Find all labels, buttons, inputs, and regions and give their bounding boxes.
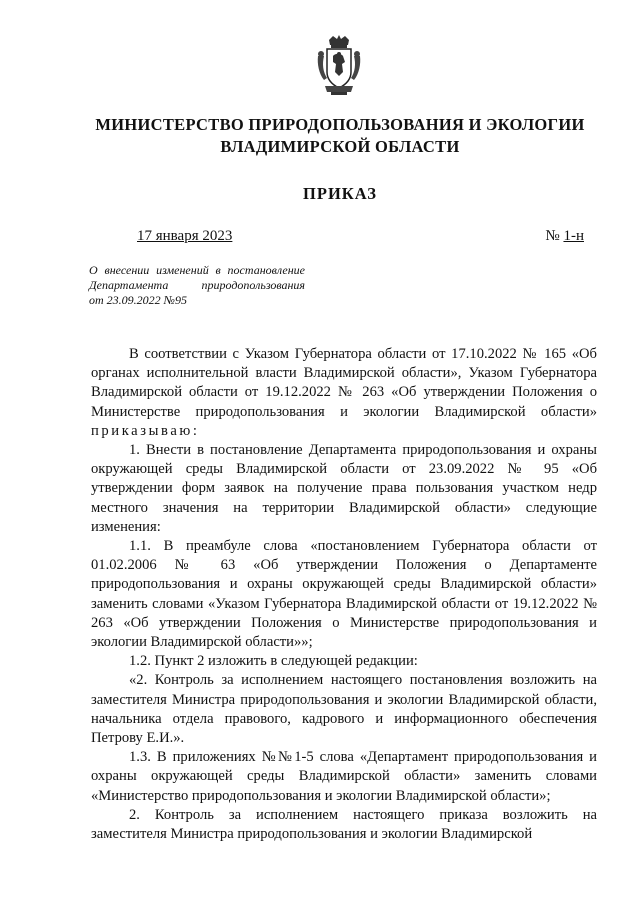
document-number-value: 1-н [563,228,584,244]
clause-1-3: 1.3. В приложениях №№1-5 слова «Департамент природопользования и охраны окружающей среды Владимирской области» заменить словами «Министерство природопользования и экологии Владимирской области»; [91,749,597,804]
document-number [545,228,584,245]
preamble-paragraph [91,345,597,441]
document-date: 17 января 2023 [137,228,233,244]
clause-1-2: 1.2. Пункт 2 изложить в следующей редакции: [129,653,418,670]
clause-1-2-quote: «2. Контроль за исполнением настоящего постановления возложить на заместителя Министра природопользования и экологии Владимирской области, начальника отдела правового, кадрового и информационного обеспечения Петрову Е.И.». [91,672,597,747]
clause-1: 1. Внести в постановление Департамента природопользования и охраны окружающей среды Владимирской области от 23.09.2022 № 95 «Об утверждении форм заявок на получение права пользования участком недр местного значения на территории Владимирской области» следующие изменения: [91,442,597,535]
organization-title [60,114,620,158]
document-number-prefix: № [545,228,564,244]
document-type: ПРИКАЗ [303,184,377,203]
subject-line: Департамента природопользования [89,278,305,292]
preamble-text: В соответствии с Указом Губернатора области от 17.10.2022 № 165 «Об органах исполнительной власти Владимирской области», Указом Губернатора Владимирской области от 19.12.2022 № 263 «Об утверждении Положения о Министерстве природопользования и экологии Владимирской области» [91,346,597,420]
clause-2: 2. Контроль за исполнением настоящего приказа возложить на заместителя Министра природопользования и экологии Владимирской [91,806,597,843]
subject-line: от 23.09.2022 №95 [89,293,187,307]
organization-title-line1: МИНИСТЕРСТВО ПРИРОДОПОЛЬЗОВАНИЯ И ЭКОЛОГИИ [95,115,585,134]
document-subject [89,263,305,308]
clause-1-1: 1.1. В преамбуле слова «постановлением Губернатора области от 01.02.2006 № 63 «Об утверждении Положения о Департаменте природопользования и охраны окружающей среды Владимирской области» заменить словами «Указом Губернатора Владимирской области от 19.12.2022 № 263 «Об утверждении Положения о Министерстве природопользования и экологии Владимирской области»»; [91,538,597,651]
order-word: приказываю: [91,422,200,439]
coat-of-arms-icon [315,34,363,98]
organization-title-line2: ВЛАДИМИРСКОЙ ОБЛАСТИ [220,137,460,156]
subject-line: О внесении изменений в постановление [89,263,305,277]
document-body [91,345,597,844]
